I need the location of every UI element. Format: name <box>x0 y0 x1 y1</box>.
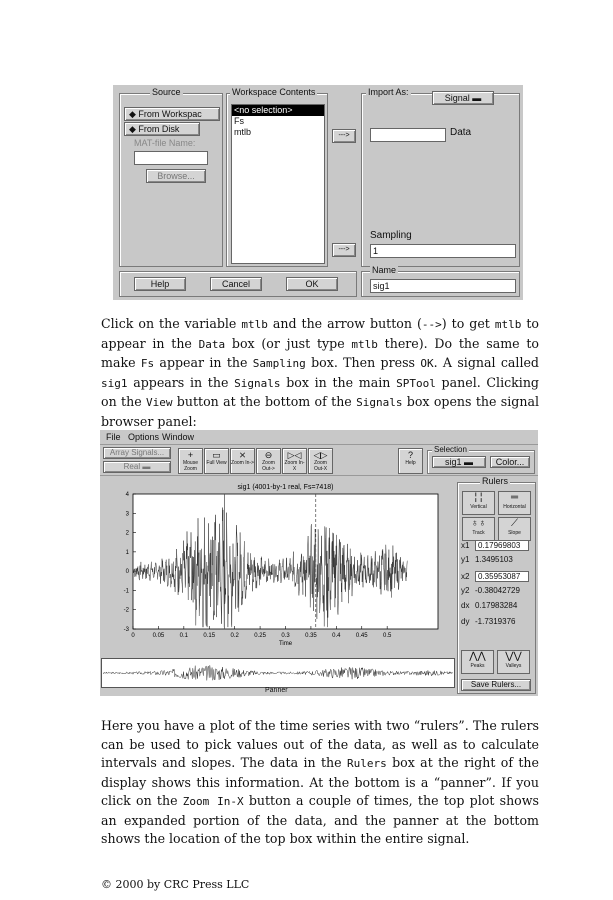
y2-value: -0.38042729 <box>475 586 520 595</box>
y2-row <box>461 586 525 595</box>
paragraph-2: Here you have a plot of the time series with two “rulers”. The rulers can be used to pick values out of the data, as well as to calculate intervals and slopes. The data in the Rulers box at the right of the display shows this information. At the bottom is a “panner”. If you click on the Zoom In-X button a couple of times, the top plot shows an expanded portion of the data, and the panner at the bottom shows the location of the top box within the entire signal. <box>101 718 540 846</box>
y-tick-label: 1 <box>125 549 129 556</box>
slope-ruler-button[interactable] <box>498 517 531 541</box>
x1-input[interactable]: 0.17969803 <box>475 540 529 551</box>
full-view-icon: ▭ <box>212 450 221 460</box>
data-arrow-button[interactable]: ---> <box>332 129 356 143</box>
x1-label: x1 <box>461 541 470 550</box>
help-button[interactable]: Help <box>134 277 186 291</box>
workspace-title: Workspace Contents <box>232 87 316 97</box>
x-tick-label: 0.25 <box>254 633 266 639</box>
from-workspace-radio[interactable]: ◆ From Workspac <box>124 107 220 121</box>
toolbar <box>100 445 538 476</box>
x-tick-label: 0.3 <box>281 633 290 639</box>
source-title: Source <box>152 87 181 97</box>
workspace-item[interactable]: Fs <box>234 116 244 126</box>
peaks-icon: ⋀⋀ <box>469 651 486 662</box>
y1-value: 1.3495103 <box>475 555 513 564</box>
import-dialog <box>113 85 523 300</box>
import-as-dropdown[interactable] <box>432 91 494 105</box>
y-tick-label: 4 <box>125 492 129 498</box>
help-label: Help <box>405 460 416 466</box>
x2-input[interactable]: 0.35953087 <box>475 571 529 582</box>
plot-title: sig1 (4001-by-1 real, Fs=7418) <box>237 484 334 491</box>
workspace-item[interactable]: <no selection> <box>232 105 324 116</box>
name-input[interactable]: sig1 <box>370 279 516 293</box>
full-view-button[interactable] <box>204 448 229 474</box>
horizontal-ruler-icon: ═ <box>510 492 519 503</box>
zoom-out-x-icon: ◁▷ <box>313 450 328 460</box>
vertical-ruler-button[interactable] <box>462 491 495 515</box>
horizontal-label: Horizontal <box>503 504 526 510</box>
y-tick-label: 2 <box>125 530 129 537</box>
dy-row <box>461 617 525 626</box>
panner[interactable] <box>101 658 455 688</box>
real-value: Real <box>123 462 141 471</box>
zoom-in-x-button[interactable] <box>282 448 307 474</box>
save-rulers-button[interactable]: Save Rulers... <box>461 679 531 691</box>
data-label: Data <box>450 127 472 138</box>
peaks-label: Peaks <box>470 663 485 669</box>
x-tick-label: 0.45 <box>355 633 368 639</box>
import-as-value: Signal <box>444 93 470 103</box>
x2-row <box>461 571 529 582</box>
vertical-ruler-icon: ¦ ¦ <box>474 492 483 503</box>
x-tick-label: 0.05 <box>152 633 165 639</box>
dx-value: 0.17983284 <box>475 601 518 610</box>
x-tick-label: 0.1 <box>179 633 189 639</box>
zoom-in-button[interactable] <box>230 448 255 474</box>
selection-value: sig1 <box>444 457 462 467</box>
x-tick-label: 0.35 <box>305 633 317 639</box>
signal-plot[interactable] <box>100 477 454 657</box>
y1-row <box>461 555 525 564</box>
x-tick-label: 0 <box>131 633 135 639</box>
y-tick-label: -3 <box>123 627 129 633</box>
import-as-title: Import As: <box>368 87 409 97</box>
mouse-zoom-button[interactable] <box>178 448 203 474</box>
x-tick-label: 0.2 <box>230 633 239 639</box>
dx-label: dx <box>461 601 470 610</box>
selection-dropdown[interactable]: sig1 ▬ <box>432 456 486 468</box>
real-dropdown[interactable]: Real ▬ <box>103 461 171 473</box>
track-icon: ♁♁ <box>471 518 486 529</box>
y-tick-label: -1 <box>123 588 129 595</box>
color-button[interactable]: Color... <box>490 456 530 468</box>
zoom-in-x-label: Zoom In-X <box>284 460 305 472</box>
dx-row <box>461 601 525 610</box>
zoom-out-button[interactable] <box>256 448 281 474</box>
sampling-arrow-button[interactable]: ---> <box>332 243 356 257</box>
y1-label: y1 <box>461 555 470 564</box>
zoom-in-icon: ⨯ <box>238 450 247 460</box>
x1-row <box>461 540 529 551</box>
x-tick-label: 0.5 <box>382 633 392 639</box>
mat-file-input[interactable] <box>134 151 208 165</box>
y2-label: y2 <box>461 586 470 595</box>
workspace-item[interactable]: mtlb <box>234 127 252 137</box>
menu-file[interactable]: File <box>106 432 121 442</box>
data-input[interactable] <box>370 128 446 142</box>
array-signals-button[interactable]: Array Signals... <box>103 447 171 459</box>
zoom-out-label: Zoom Out-> <box>262 460 275 472</box>
zoom-in-x-icon: ▷◁ <box>287 450 302 460</box>
x-axis-label: Time <box>278 641 293 647</box>
zoom-out-x-label: Zoom Out-X <box>313 460 328 472</box>
horizontal-ruler-button[interactable] <box>498 491 531 515</box>
name-group <box>361 265 520 297</box>
import-as-group <box>361 87 520 267</box>
peaks-button[interactable] <box>461 650 494 674</box>
sampling-label: Sampling <box>370 230 412 241</box>
workspace-list[interactable] <box>231 104 325 264</box>
dropdown-icon: ▬ <box>472 93 482 103</box>
zoom-out-icon: ⊖ <box>264 450 273 460</box>
full-view-label: Full View <box>206 460 227 466</box>
sampling-input[interactable]: 1 <box>370 244 516 258</box>
track-ruler-button[interactable] <box>462 517 495 541</box>
selection-group <box>427 445 535 474</box>
workspace-group <box>226 87 328 267</box>
selection-title: Selection <box>434 445 467 454</box>
x-tick-label: 0.4 <box>332 633 341 639</box>
menu-window[interactable]: Window <box>162 432 195 442</box>
rulers-title: Rulers <box>482 476 509 486</box>
plot-frame <box>133 494 438 629</box>
panner-label: Panner <box>265 687 288 694</box>
buttons-group <box>119 271 357 297</box>
copyright-footer: © 2000 by CRC Press LLC <box>101 878 250 891</box>
from-disk-radio[interactable]: ◆ From Disk <box>124 122 200 136</box>
panner-signal-line <box>103 665 453 680</box>
help-icon: ? <box>407 450 413 460</box>
mat-file-label: MAT-file Name: <box>134 138 196 148</box>
x-tick-label: 0.15 <box>203 633 216 639</box>
from-workspace-label: From Workspac <box>138 109 202 119</box>
valleys-label: Valleys <box>505 663 522 669</box>
valleys-icon: ⋁⋁ <box>505 651 522 662</box>
slope-label: Slope <box>508 530 521 536</box>
x2-label: x2 <box>461 572 470 581</box>
mouse-zoom-label: Mouse Zoom <box>182 460 198 472</box>
dy-label: dy <box>461 617 470 626</box>
from-disk-label: From Disk <box>138 124 180 134</box>
y-tick-label: -2 <box>123 607 129 614</box>
source-group <box>119 87 223 267</box>
zoom-out-x-button[interactable] <box>308 448 333 474</box>
menu-bar <box>100 430 538 445</box>
browse-button[interactable]: Browse... <box>146 169 206 183</box>
help-button[interactable] <box>398 448 423 474</box>
zoom-in-label: Zoom In-> <box>231 460 254 466</box>
dy-value: -1.7319376 <box>475 617 516 626</box>
y-tick-label: 3 <box>125 511 129 518</box>
mouse-zoom-icon: + <box>187 450 194 460</box>
valleys-button[interactable] <box>497 650 530 674</box>
y-tick-label: 0 <box>125 569 129 576</box>
track-label: Track <box>472 530 485 536</box>
vertical-label: Vertical <box>470 504 487 510</box>
panner-trace <box>102 659 454 687</box>
name-title: Name <box>372 265 397 275</box>
slope-icon: ⟋ <box>511 518 518 529</box>
ok-button[interactable]: OK <box>286 277 338 291</box>
cancel-button[interactable]: Cancel <box>210 277 262 291</box>
paragraph-1: Click on the variable mtlb and the arrow button (-->) to get mtlb to appear in the Data box (or just type mtlb there). Do the same to make Fs appear in the Sampling box. Then press OK. A signal called sig1 appears in the Signals box in the main SPTool panel. Clicking on the View button at the bottom of the Signals box opens the signal browser panel: <box>101 316 539 429</box>
menu-options[interactable]: Options <box>128 432 160 442</box>
signal-browser <box>100 430 538 696</box>
